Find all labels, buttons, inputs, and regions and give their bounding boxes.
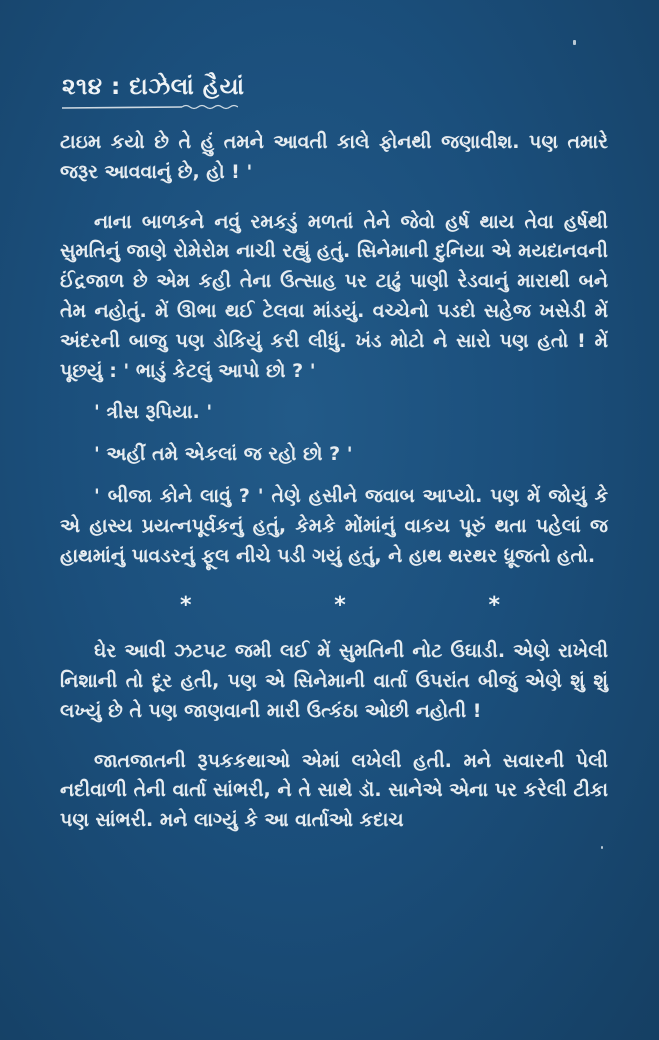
- header-ornament-rule: [62, 104, 238, 110]
- paragraph-5: જાતજાતની રૂપકકથાઓ એમાં લખેલી હતી. મને સવારની પેલી નદીવાળી તેની વાર્તા સાંભરી, ને તે સાથે ડૉ. સાનેએ એના પર કરેલી ટીકા પણ સાંભરી. મને લાગ્યું કે આ વાર્તાઓ કદાચ: [60, 749, 608, 832]
- break-asterisk-2: *: [334, 593, 346, 619]
- chapter-title: દાઝેલાં હૈયાં: [129, 74, 245, 100]
- paragraph-2: નાના બાળકને નવું રમકડું મળતાં તેને જેવો હર્ષ થાય તેવા હર્ષથી સુમતિનું જાણે રોમેરોમ નાચી રહ્યું હતું. સિનેમાની દુનિયા એ મયદાનવની ઈંદ્રજાળ છે એમ કહી તેના ઉત્સાહ પર ટાઢું પાણી રેડવાનું મારાથી બને તેમ નહોતું. મેં ઊભા થઈ ટેલવા માંડયું. વચ્ચેનો પડદો સહેજ ખસેડી મેં અંદરની બાજુ પણ ડોકિયું કરી લીધું. ખંડ મોટો ને સારો પણ હતો ! મેં પૂછયું : ' ભાડું કેટલું આપો છો ? ': [60, 210, 608, 382]
- paragraph-3: ' બીજા કોને લાવું ? ' તેણે હસીને જવાબ આપ્યો. પણ મેં જોયું કે એ હાસ્ય પ્રયત્નપૂર્વકનું હતું, કેમકે મોંમાંનું વાકય પૂરું થતા પહેલાં જ હાથમાંનું પાવડરનું ફૂલ નીચે પડી ગયું હતું, ને હાથ થરથર ધ્રૂજતો હતો.: [60, 484, 608, 567]
- print-speck: [573, 40, 576, 45]
- page-number: ૨૧૪: [62, 74, 103, 100]
- dialogue-line-2: ' અહીં તમે એકલાં જ રહો છો ? ': [94, 443, 353, 466]
- section-break: [180, 591, 500, 621]
- paragraph-1: ટાઇમ કયો છે તે હું તમને આવતી કાલે ફોનથી જણાવીશ. પણ તમારે જરૂર આવવાનું છે, હો ! ': [60, 131, 608, 183]
- header-separator: :: [111, 74, 121, 100]
- page-body: [60, 128, 608, 856]
- break-asterisk-1: *: [180, 593, 192, 619]
- break-asterisk-3: *: [488, 593, 500, 619]
- running-header: [62, 74, 245, 100]
- print-speck: [601, 846, 603, 849]
- paragraph-4: ઘેર આવી ઝટપટ જમી લઈ મેં સુમતિની નોટ ઉઘાડી. એણે રાખેલી નિશાની તો દૂર હતી, પણ એ સિનેમાની વાર્તા ઉપરાંત બીજું એણે શું શું લખ્યું છે તે પણ જાણવાની મારી ઉત્કંઠા ઓછી નહોતી !: [60, 640, 608, 722]
- dialogue-line-1: ' ત્રીસ રૂપિયા. ': [94, 401, 213, 424]
